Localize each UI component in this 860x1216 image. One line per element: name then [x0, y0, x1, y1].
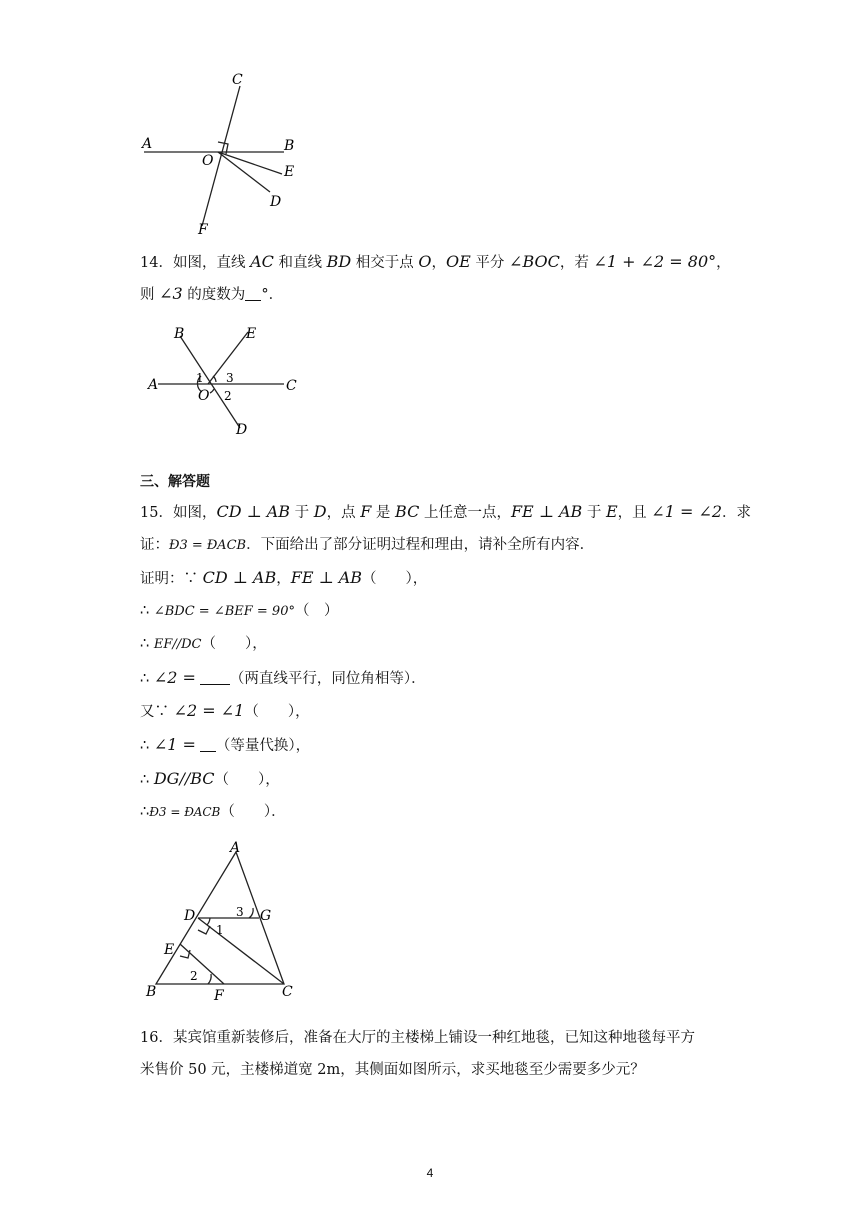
figure-triangle [140, 838, 310, 1008]
q16-line-2: 米售价 50 元，主楼梯道宽 2m，其侧面如图所示，求买地毯至少需要多少元？ [140, 1062, 645, 1078]
label-D: D [270, 194, 282, 210]
label-D: D [184, 908, 196, 924]
q14-line-1: 14．如图，直线 AC 和直线 BD 相交于点 O，OE 平分 ∠BOC，若 ∠1 + ∠2 = 80°， [140, 252, 731, 271]
label-2: 2 [224, 389, 232, 403]
figure-angles-2 [140, 318, 310, 438]
q15-line-1: 15．如图，CD ⊥ AB 于 D，点 F 是 BC 上任意一点，FE ⊥ AB 于 E，且 ∠1 = ∠2．求 [140, 502, 752, 521]
page-number: 4 [426, 1166, 434, 1180]
proof-line-6: ∴ ∠1 = （等量代换）， [140, 735, 311, 754]
label-1: 1 [196, 371, 204, 385]
label-G: G [260, 908, 272, 924]
q14-line-2: 则 ∠3 的度数为 °． [140, 284, 284, 303]
section-heading: 三、解答题 [140, 474, 210, 490]
proof-line-2: ∴ ∠BDC = ∠BEF = 90°（ ） [140, 603, 339, 619]
label-F: F [214, 988, 224, 1004]
figure-angles-1 [140, 68, 310, 238]
label-F: F [198, 222, 208, 238]
label-C: C [232, 72, 243, 88]
label-1: 1 [216, 923, 224, 937]
proof-line-5: 又∵ ∠2 = ∠1（ ）， [140, 701, 310, 720]
answer-blank [245, 286, 261, 301]
label-O: O [202, 153, 214, 169]
label-A: A [230, 840, 241, 856]
q15-line-2: 证：Ð3 = ÐACB．下面给出了部分证明过程和理由，请补全所有内容． [140, 537, 595, 553]
label-B: B [174, 326, 185, 342]
label-O: O [198, 388, 210, 404]
proof-line-3: ∴ EF//DC（ ）， [140, 636, 267, 652]
label-D: D [236, 422, 248, 438]
label-C: C [282, 984, 293, 1000]
proof-line-1: 证明：∵ CD ⊥ AB，FE ⊥ AB（ ）， [140, 568, 428, 587]
answer-blank [200, 737, 216, 752]
label-3: 3 [226, 371, 234, 385]
label-E: E [246, 326, 257, 342]
label-B: B [146, 984, 157, 1000]
answer-blank [200, 670, 230, 685]
proof-line-7: ∴ DG//BC（ ）， [140, 769, 280, 788]
proof-line-4: ∴ ∠2 = （两直线平行，同位角相等）． [140, 668, 426, 687]
label-A: A [148, 377, 159, 393]
proof-line-8: ∴Ð3 = ÐACB（ ）． [140, 804, 286, 820]
label-E: E [284, 164, 295, 180]
label-A: A [142, 136, 153, 152]
label-E: E [164, 942, 175, 958]
q16-line-1: 16．某宾馆重新装修后，准备在大厅的主楼梯上铺设一种红地毯，已知这种地毯每平方 [140, 1030, 695, 1046]
label-C: C [286, 378, 297, 394]
label-B: B [284, 138, 295, 154]
label-3: 3 [236, 905, 244, 919]
label-2: 2 [190, 969, 198, 983]
